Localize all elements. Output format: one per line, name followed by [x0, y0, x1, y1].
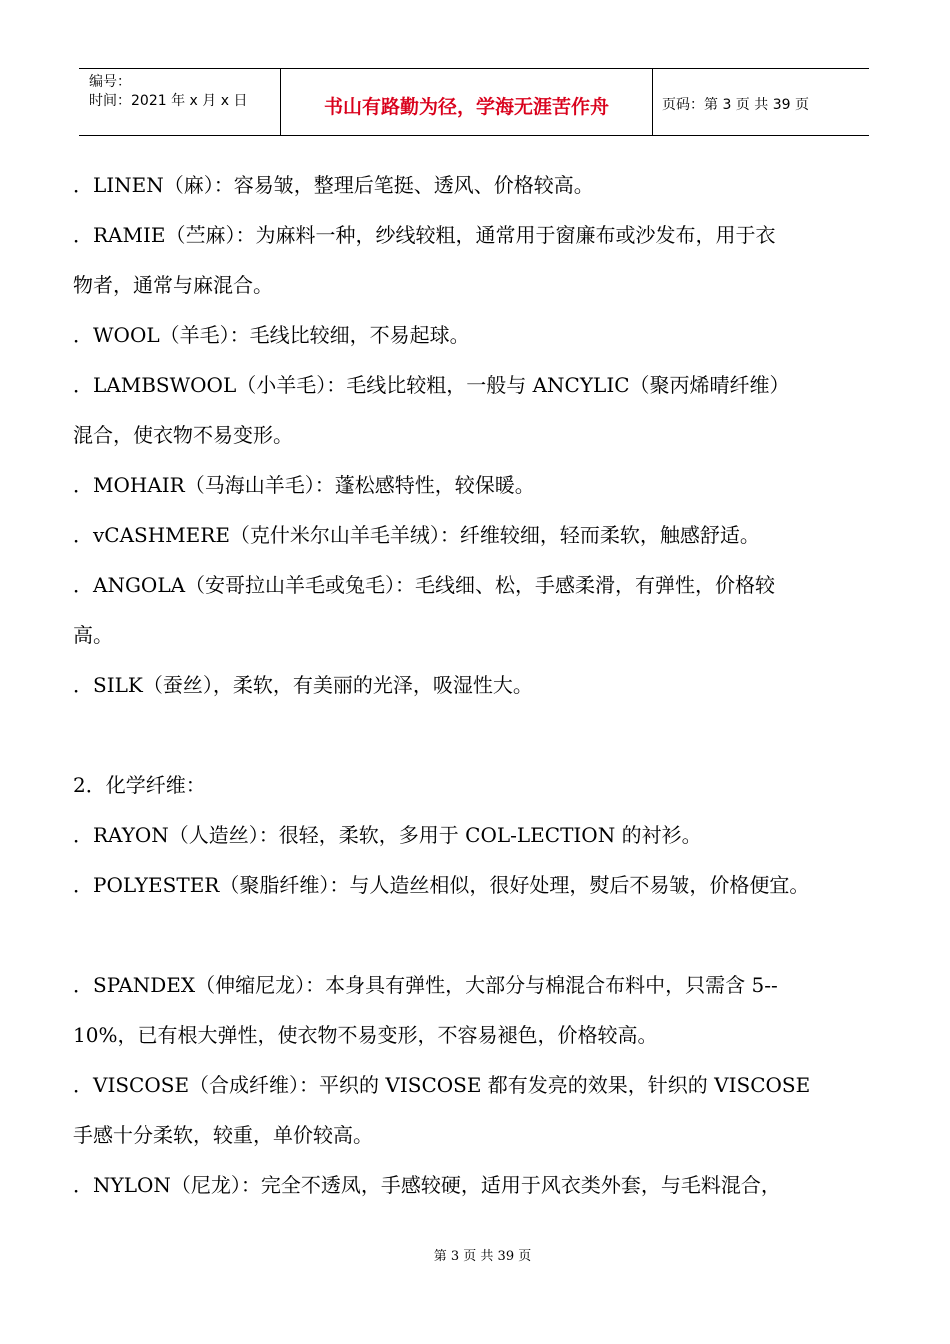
blank-line	[73, 710, 881, 760]
document-date: 时间：2021 年 x 月 x 日	[89, 93, 248, 109]
body-line: 10%，已有根大弹性，使衣物不易变形，不容易褪色，价格较高。	[73, 1023, 658, 1047]
body-line: ．RAMIE（苎麻）：为麻料一种，纱线较粗，通常用于窗廉布或沙发布，用于衣	[73, 223, 776, 247]
blank-line	[73, 910, 881, 960]
body-line: ．SILK（蚕丝），柔软，有美丽的光泽，吸湿性大。	[73, 673, 533, 697]
section-heading: 2．化学纤维：	[73, 773, 206, 797]
body-line: 高。	[73, 623, 113, 647]
body-line: ．LINEN（麻）：容易皱，整理后笔挺、透风、价格较高。	[73, 173, 594, 197]
body-line: ．MOHAIR（马海山羊毛）：蓬松感特性，较保暖。	[73, 473, 535, 497]
body-line: ．LAMBSWOOL（小羊毛）：毛线比较粗，一般与 ANCYLIC（聚丙烯晴纤维）	[73, 373, 790, 397]
body-line: ．RAYON（人造丝）：很轻，柔软，多用于 COL-LECTION 的衬衫。	[73, 823, 702, 847]
document-number-label: 编号：	[89, 74, 131, 90]
body-line: ．vCASHMERE（克什米尔山羊毛羊绒）：纤维较细，轻而柔软，触感舒适。	[73, 523, 760, 547]
header-page-info: 页码：第 3 页 共 39 页	[662, 97, 809, 113]
document-body	[73, 160, 881, 1210]
body-line: ．NYLON（尼龙）：完全不透凤，手感较硬，适用于风衣类外套，与毛料混合，	[73, 1173, 781, 1197]
page-header	[79, 68, 869, 136]
body-line: 混合，使衣物不易变形。	[73, 423, 293, 447]
page-footer: 第 3 页 共 39 页	[433, 1249, 532, 1264]
body-line: ．SPANDEX（伸缩尼龙）：本身具有弹性，大部分与棉混合布料中，只需含 5--	[73, 973, 778, 997]
header-motto: 书山有路勤为径，学海无涯苦作舟	[281, 69, 653, 135]
body-line: ．WOOL（羊毛）：毛线比较细，不易起球。	[73, 323, 470, 347]
body-line: ．VISCOSE（合成纤维）：平织的 VISCOSE 都有发亮的效果，针织的 VISCOSE	[73, 1073, 811, 1097]
body-line: 物者，通常与麻混合。	[73, 273, 273, 297]
body-line: ．POLYESTER（聚脂纤维）：与人造丝相似，很好处理，熨后不易皱，价格便宜。	[73, 873, 810, 897]
body-line: ．ANGOLA（安哥拉山羊毛或兔毛）：毛线细、松，手感柔滑，有弹性，价格较	[73, 573, 776, 597]
body-line: 手感十分柔软，较重，单价较高。	[73, 1123, 373, 1147]
header-meta	[79, 69, 281, 135]
